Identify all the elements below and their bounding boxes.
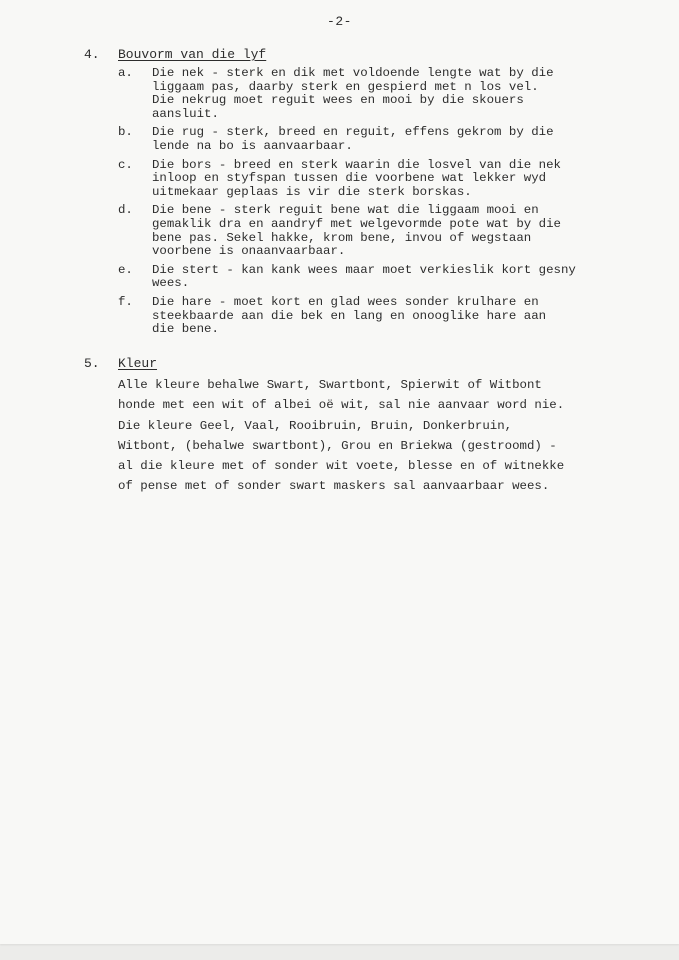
section-title: Kleur [118, 356, 158, 371]
sub-item-text: Die stert - kan kank wees maar moet verkieslik kort gesny wees. [152, 262, 576, 291]
section-heading [84, 47, 624, 62]
sub-item-text: Die nek - sterk en dik met voldoende lengte wat by die liggaam pas, daarby sterk en gespierd met n los vel. Die nekrug moet reguit wees en mooi by die skouers aansluit. [152, 66, 554, 121]
sub-item-hair [118, 296, 624, 337]
sub-item-letter: a. [118, 66, 133, 80]
sub-item-letter: e. [118, 262, 133, 277]
section-number: 5. [84, 356, 100, 371]
section-number: 4. [84, 47, 100, 62]
sub-item-chest [118, 159, 624, 200]
sub-item-text: Die hare - moet kort en glad wees sonder krulhare en steekbaarde aan die bek en lang en onooglike hare aan die bene. [152, 294, 547, 337]
sub-item-letter: c. [118, 157, 133, 172]
section-paragraph: Alle kleure behalwe Swart, Swartbont, Spierwit of Witbont honde met een wit of albei oë wit, sal nie aanvaar word nie. Die kleure Geel, Vaal, Rooibruin, Bruin, Donkerbruin, Witbont, (behalwe swartbont), Grou en Briekwa (gestroomd) - al die kleure met of sonder wit voete, blesse en of witnekke of pense met of sonder swart maskers sal aanvaarbaar wees. [118, 378, 565, 494]
sub-item-back [118, 126, 624, 153]
section-heading [84, 356, 624, 371]
sub-item-legs [118, 204, 624, 258]
page-number: -2- [327, 14, 352, 29]
sub-item-letter: f. [118, 294, 133, 309]
sub-item-tail [118, 264, 624, 291]
section-title: Bouvorm van die lyf [118, 47, 267, 62]
section-colour [84, 356, 624, 497]
sub-item-letter: b. [118, 125, 133, 140]
sub-item-list [84, 67, 624, 337]
sub-item-text: Die bors - breed en sterk waarin die losvel van die nek inloop en styfspan tussen die voorbene wat lekker wyd uitmekaar geplaas is vir die sterk borskas. [152, 157, 561, 199]
section-body-shape [84, 47, 624, 342]
sub-item-letter: d. [118, 203, 133, 218]
sub-item-neck [118, 67, 624, 121]
sub-item-text: Die bene - sterk reguit bene wat die liggaam mooi en gemaklik dra en aandryf met welgevormde pote wat by die bene pas. Sekel hakke, krom bene, invou of wegstaan voorbene is onaanvaarbaar. [152, 203, 561, 259]
sub-item-text: Die rug - sterk, breed en reguit, effens gekrom by die lende na bo is aanvaarbaar. [152, 125, 554, 153]
